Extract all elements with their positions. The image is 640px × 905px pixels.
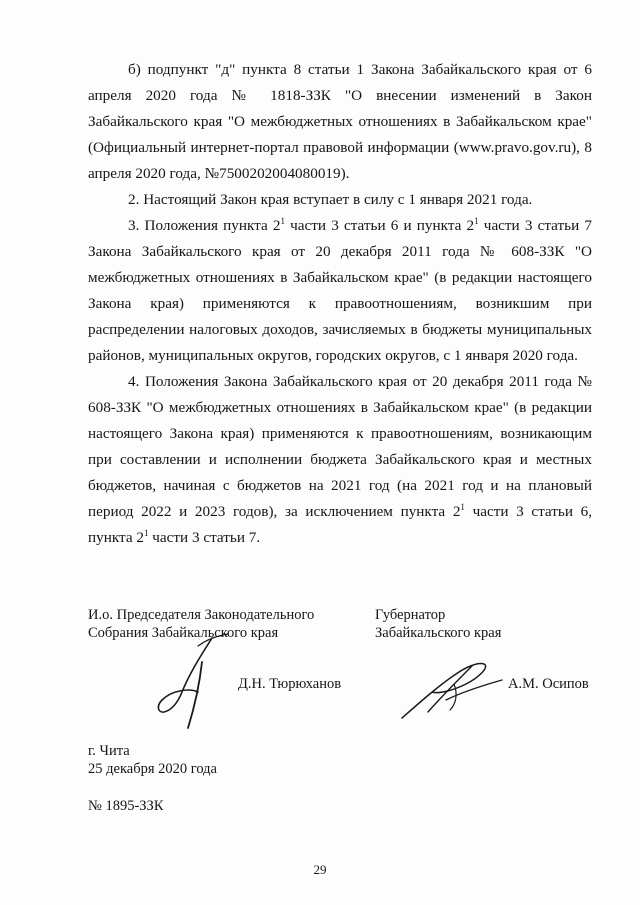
paragraph-4 (88, 369, 592, 551)
paragraph-3-part-a: 3. Положения пункта 2 (128, 217, 281, 234)
page-number: 29 (313, 862, 327, 877)
superscript: 1 (143, 528, 149, 538)
paragraph-4-part-c: части 3 статьи 7. (148, 529, 261, 546)
right-title-line-1: Губернатор (375, 607, 446, 623)
superscript: 1 (474, 216, 479, 226)
right-signature-mark (398, 654, 508, 724)
paragraph-2: 2. Настоящий Закон края вступает в силу с 1 января 2021 года. (128, 191, 533, 208)
left-signature-mark (150, 632, 240, 732)
paragraph-3-part-c: части 3 статьи 7 Закона Забайкальского края от 20 декабря 2011 года № 608-ЗЗК "О межбюджетных отношениях в Забайкальском крае" (в редакции настоящего Закона края) применяются к правоотношениям, возникшим при распределении налоговых доходов, зачисляемых в бюджеты муниципальных районов, муниципальных округов, городских округов, с 1 января 2020 года. (88, 217, 592, 364)
paragraph-4-part-b: части 3 статьи 6, пункта 2 (88, 503, 592, 546)
paragraph-3-part-b: части 3 статьи 6 и пункта 2 (285, 217, 475, 234)
left-signatory-name: Д.Н. Тюрюханов (238, 676, 342, 692)
superscript: 1 (460, 502, 465, 512)
left-title-line-1: И.о. Председателя Законодательного (88, 607, 315, 623)
paragraph-4-part-a: 4. Положения Закона Забайкальского края от 20 декабря 2011 года № 608-ЗЗК "О межбюджетных отношениях в Забайкальском крае" (в редакции настоящего Закона края) применяются к правоотношениям, возникающим при составлении и исполнении бюджета Забайкальского края и местных бюджетов, начиная с бюджетов на 2021 год (на 2021 год и на плановый период 2022 и 2023 годов), за исключением пункта 2 (88, 373, 592, 520)
right-title-line-2: Забайкальского края (375, 625, 502, 641)
law-body-text (88, 57, 592, 551)
left-title-line-2: Собрания Забайкальского края (88, 625, 279, 641)
paragraph-3 (88, 213, 592, 369)
right-signatory-title (375, 606, 501, 642)
paragraph-1b: б) подпункт "д" пункта 8 статьи 1 Закона Забайкальского края от 6 апреля 2020 года № 1818-ЗЗК "О внесении изменений в Закон Забайкальского края "О межбюджетных отношениях в Забайкальском крае" (Официальный интернет-портал правовой информации (www.pravo.gov.ru), 8 апреля 2020 года, №7500202004080019). (88, 61, 592, 182)
law-number: № 1895-ЗЗК (88, 798, 164, 814)
city: г. Чита (88, 743, 130, 759)
right-signatory-name: А.М. Осипов (508, 676, 589, 692)
law-date: 25 декабря 2020 года (88, 761, 217, 777)
superscript: 1 (280, 216, 285, 226)
